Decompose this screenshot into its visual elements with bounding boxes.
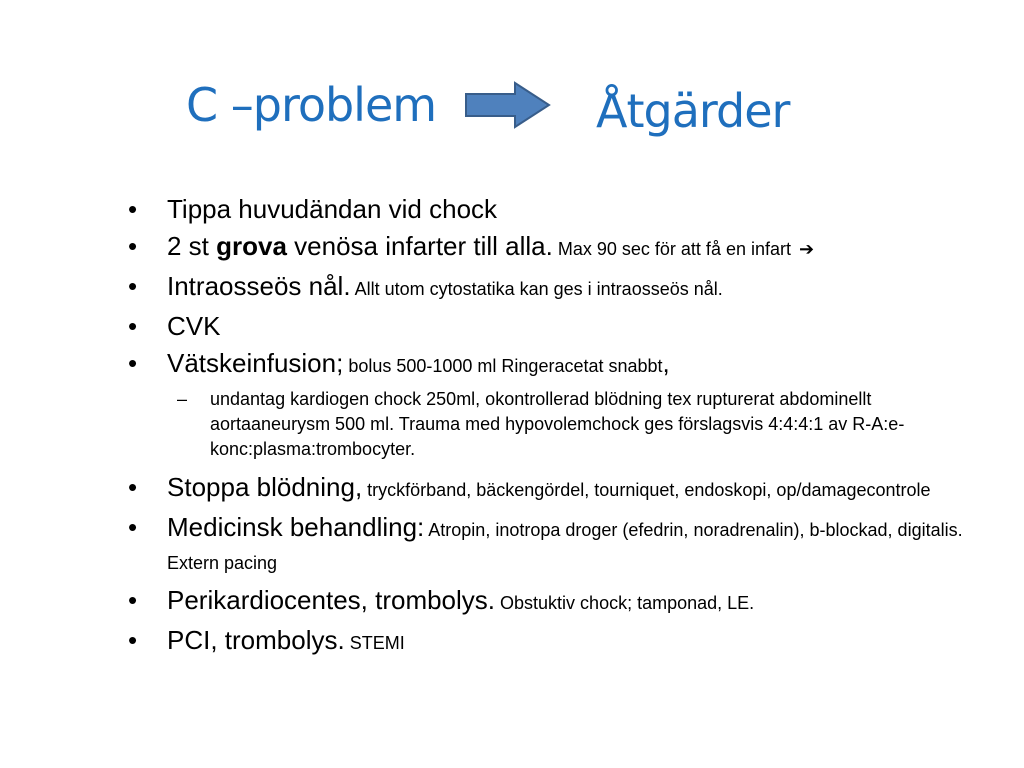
- list-item: [128, 585, 988, 618]
- bullet-text: CVK: [167, 311, 221, 341]
- bullet-punctuation: .: [545, 231, 553, 261]
- list-item: [128, 271, 988, 304]
- list-item: [128, 348, 988, 462]
- sub-list: [167, 387, 988, 462]
- bullet-note: STEMI: [344, 633, 405, 653]
- list-item: [128, 472, 988, 505]
- bullet-note: Atropin, inotropa droger (efedrin, noradrenalin), b-blockad, digitalis. Extern pacing: [167, 520, 963, 573]
- bullet-text: venösa infarter till alla: [286, 231, 546, 261]
- arrow-right-icon: ➔: [799, 239, 815, 259]
- bullet-note: Allt utom cytostatika kan ges i intraosseös nål.: [350, 279, 723, 299]
- title-problem: C –problem: [186, 78, 437, 132]
- list-item: [128, 625, 988, 658]
- sub-list-item: – undantag kardiogen chock 250ml, okontrollerad blödning tex rupturerat abdominellt aortaaneurysm 500 ml. Trauma med hypovolemchock ges förslagsvis 4:4:4:1 av R-A:e-konc:plasma:trombocyter.: [167, 387, 910, 462]
- bullet-text: PCI, trombolys.: [167, 625, 345, 655]
- bullet-text: Medicinsk behandling: [167, 512, 418, 542]
- list-item: [128, 311, 988, 341]
- bullet-text: Intraosseös nål.: [167, 271, 351, 301]
- bullet-bold-text: grova: [216, 231, 287, 261]
- right-arrow-icon: [463, 80, 553, 130]
- bullet-text: Vätskeinfusion;: [167, 348, 344, 378]
- bullet-text: 2 st: [167, 231, 217, 261]
- bullet-note: tryckförband, bäckengördel, tourniquet, endoskopi, op/damagecontrole: [362, 480, 931, 500]
- bullet-text: Perikardiocentes, trombolys.: [167, 585, 496, 615]
- bullet-punctuation: ,: [662, 348, 670, 378]
- list-item: [128, 512, 988, 578]
- title-actions: Åtgärder: [596, 84, 790, 138]
- list-item: [128, 231, 988, 264]
- bullet-note: Max 90 sec för att få en infart: [552, 239, 791, 259]
- list-item: [128, 194, 988, 224]
- bullet-punctuation: :: [417, 512, 425, 542]
- bullet-list: [128, 194, 988, 665]
- bullet-note: bolus 500-1000 ml Ringeracetat snabbt: [343, 356, 663, 376]
- bullet-note: Obstuktiv chock; tamponad, LE.: [495, 593, 755, 613]
- bullet-text: Tippa huvudändan vid chock: [167, 194, 498, 224]
- bullet-text: Stoppa blödning,: [167, 472, 363, 502]
